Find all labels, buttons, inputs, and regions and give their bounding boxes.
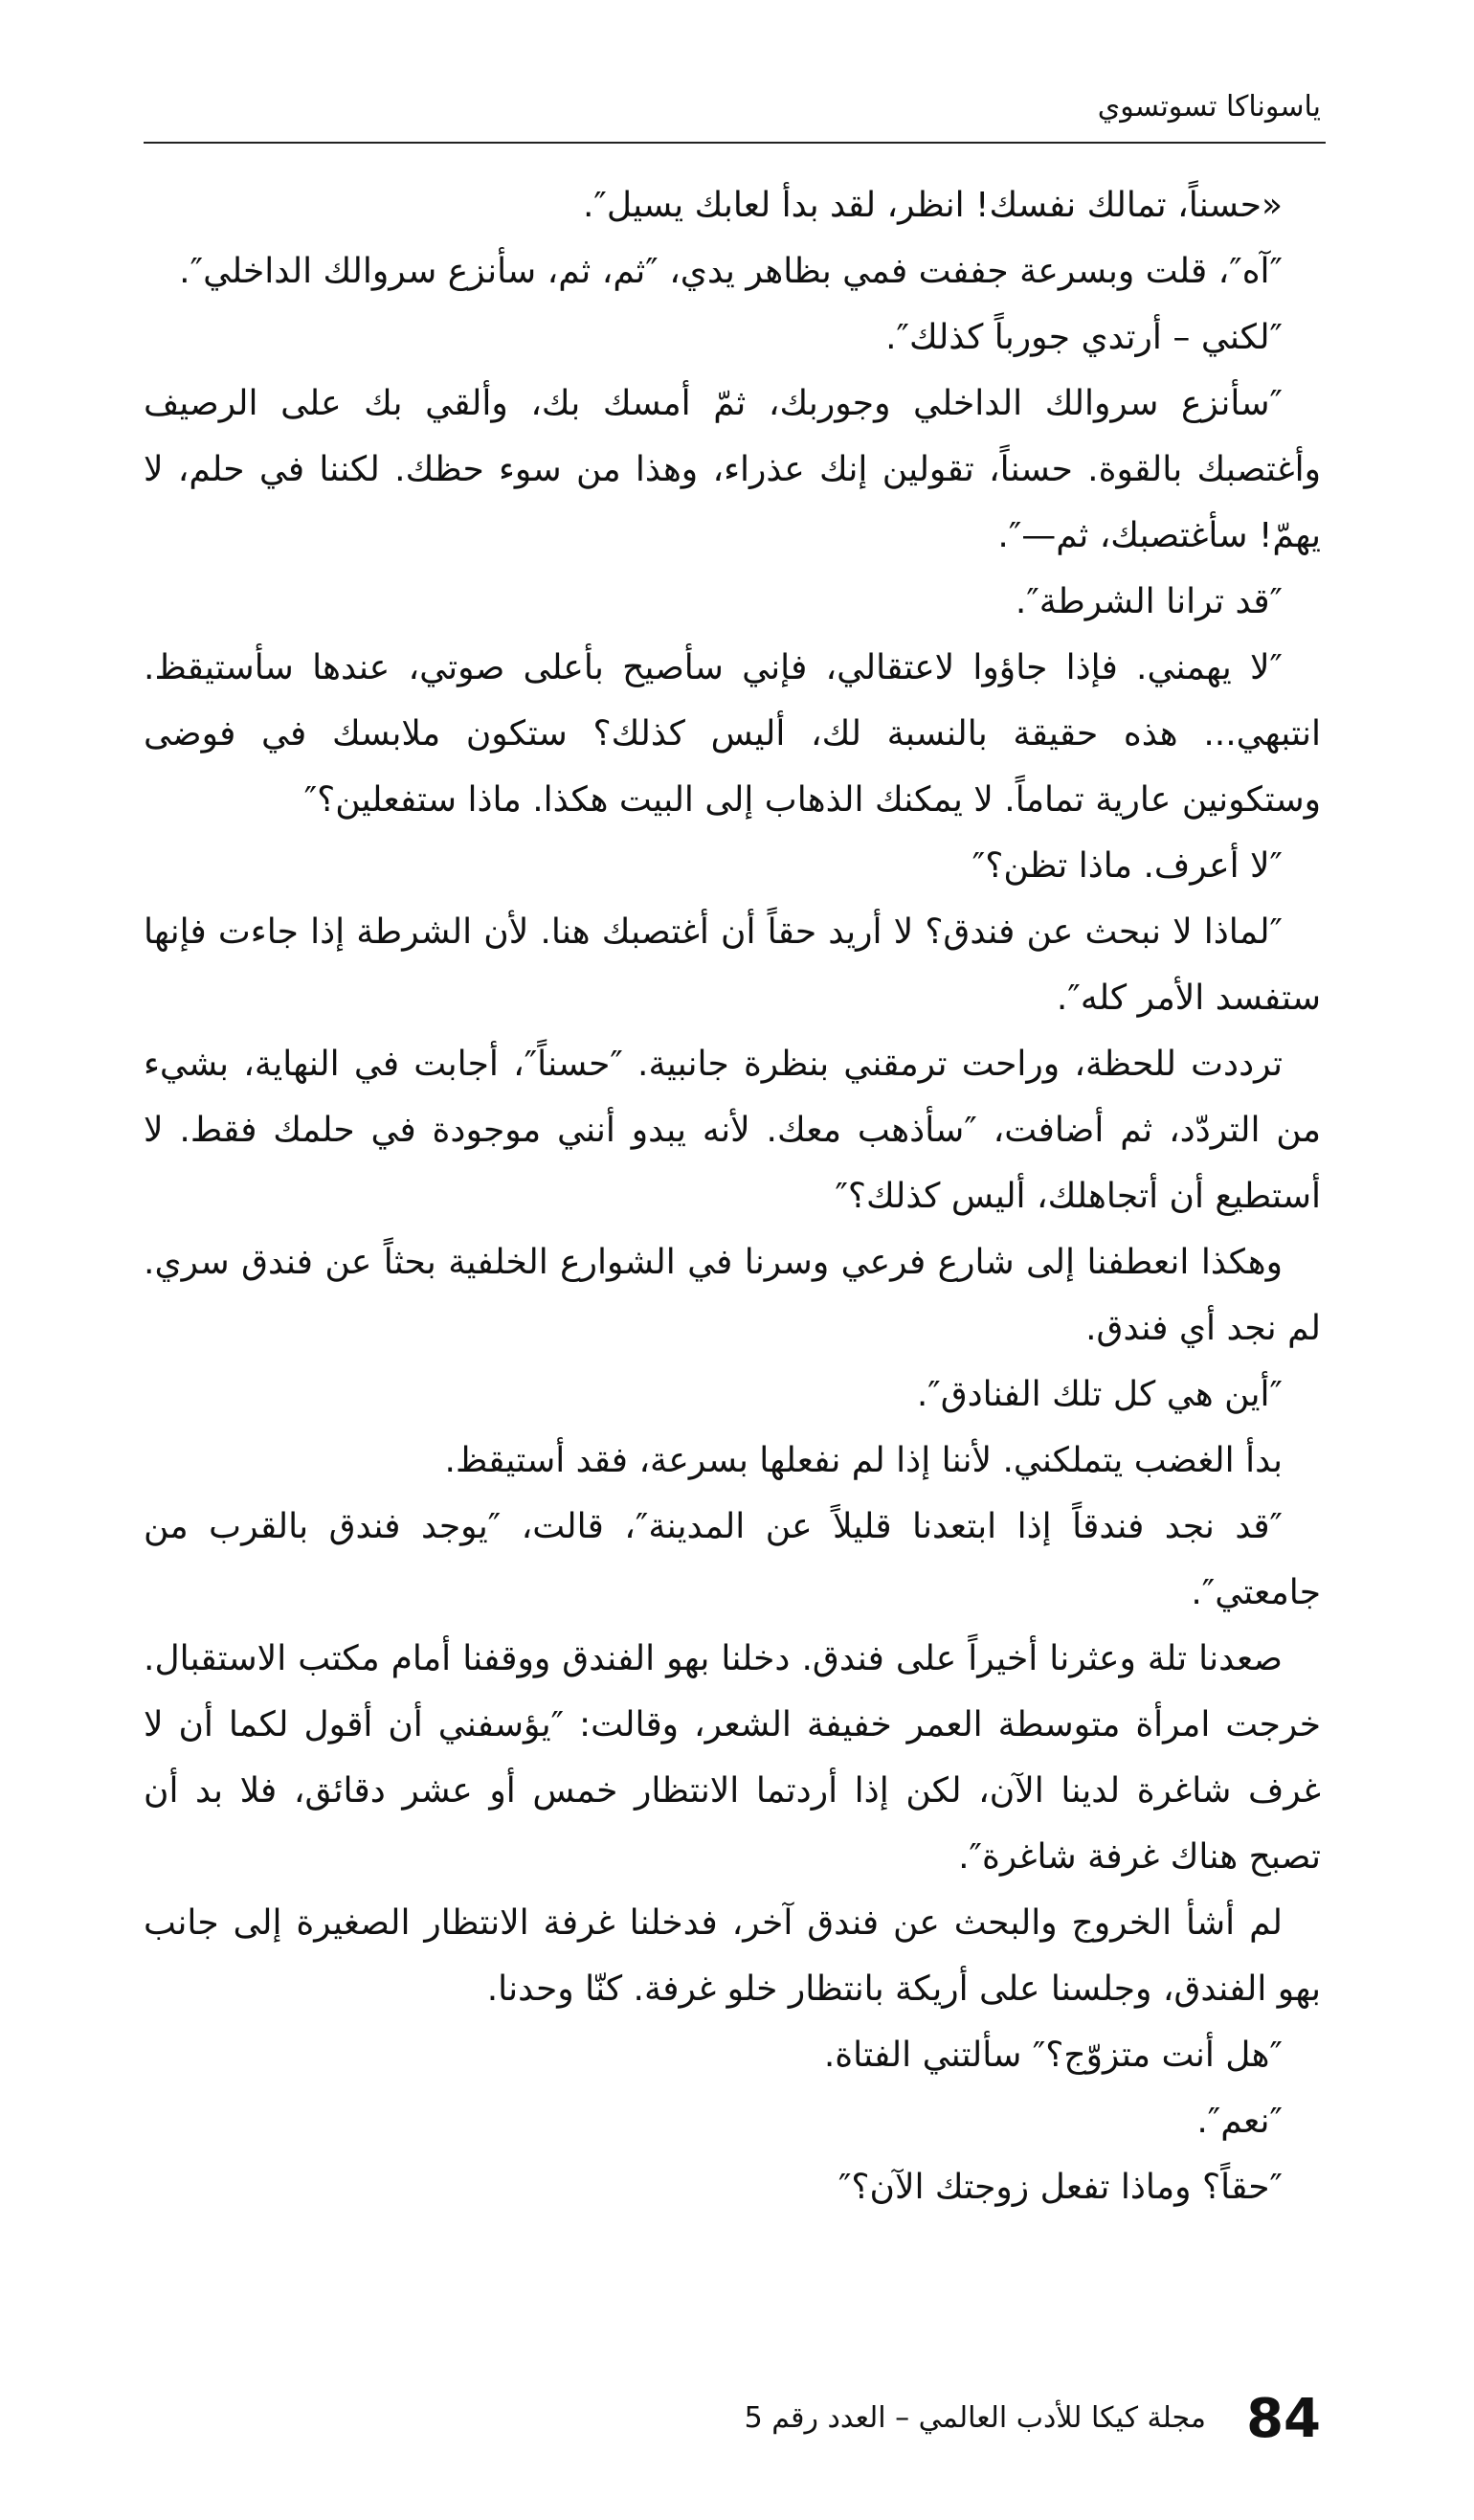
paragraph: ترددت للحظة، وراحت ترمقني بنظرة جانبية. ″حسناً″، أجابت في النهاية، بشيء من التردّد، ثم أضافت، ″سأذهب معك. لأنه يبدو أنني موجودة في حلمك فقط. لا أستطيع أن أتجاهلك، أليس كذلك؟″ bbox=[144, 1045, 1321, 1216]
paragraph: ″أين هي كل تلك الفنادق″. bbox=[916, 1375, 1283, 1414]
paragraph: ″لماذا لا نبحث عن فندق؟ لا أريد حقاً أن أغتصبك هنا. لأن الشرطة إذا جاءت فإنها ستفسد الأمر كله″. bbox=[144, 912, 1321, 1018]
paragraph: بدأ الغضب يتملكني. لأننا إذا لم نفعلها بسرعة، فقد أستيقظ. bbox=[444, 1441, 1283, 1480]
paragraph: «حسناً، تمالك نفسك! انظر، لقد بدأ لعابك يسيل″. bbox=[582, 186, 1283, 225]
paragraph: ″آه″، قلت وبسرعة جففت فمي بظاهر يدي، ″ثم، ثم، سأنزع سروالك الداخلي″. bbox=[179, 252, 1283, 291]
paragraph: صعدنا تلة وعثرنا أخيراً على فندق. دخلنا بهو الفندق ووقفنا أمام مكتب الاستقبال. خرجت امرأة متوسطة العمر خفيفة الشعر، وقالت: ″يؤسفني أن أقول لكما أن لا غرف شاغرة لدينا الآن، لكن إذا أردتما الانتظار خمس أو عشر دقائق، فلا بد أن تصبح هناك غرفة شاغرة″. bbox=[144, 1639, 1321, 1877]
journal-title: مجلة كيكا للأدب العالمي – العدد رقم 5 bbox=[744, 2401, 1206, 2435]
paragraph: ″قد نجد فندقاً إذا ابتعدنا قليلاً عن المدينة″، قالت، ″يوجد فندق بالقرب من جامعتي″. bbox=[144, 1507, 1321, 1612]
paragraph: ″لكني – أرتدي جورباً كذلك″. bbox=[885, 318, 1283, 357]
body-text bbox=[144, 172, 1321, 2220]
paragraph: ″نعم″. bbox=[1196, 2102, 1283, 2141]
page-number: 84 bbox=[1246, 2388, 1321, 2450]
paragraph: وهكذا انعطفنا إلى شارع فرعي وسرنا في الشوارع الخلفية بحثاً عن فندق سري. لم نجد أي فندق. bbox=[144, 1243, 1321, 1348]
paragraph: ″لا يهمني. فإذا جاؤوا لاعتقالي، فإني سأصيح بأعلى صوتي، عندها سأستيقظ. انتبهي... هذه حقيقة بالنسبة لك، أليس كذلك؟ ستكون ملابسك في فوضى وستكونين عارية تماماً. لا يمكنك الذهاب إلى البيت هكذا. ماذا ستفعلين؟″ bbox=[144, 648, 1321, 820]
paragraph: ″قد ترانا الشرطة″. bbox=[1015, 582, 1283, 621]
paragraph: ″حقاً؟ وماذا تفعل زوجتك الآن؟″ bbox=[838, 2168, 1283, 2207]
page-footer bbox=[144, 2386, 1321, 2453]
header-divider bbox=[144, 142, 1326, 144]
running-header: ياسوناكا تسوتسوي bbox=[1097, 90, 1321, 124]
paragraph: لم أشأ الخروج والبحث عن فندق آخر، فدخلنا غرفة الانتظار الصغيرة إلى جانب بهو الفندق، وجلسنا على أريكة بانتظار خلو غرفة. كنّا وحدنا. bbox=[144, 1903, 1321, 2009]
paragraph: ″هل أنت متزوّج؟″ سألتني الفتاة. bbox=[823, 2036, 1283, 2075]
paragraph: ″لا أعرف. ماذا تظن؟″ bbox=[972, 846, 1283, 886]
paragraph: ″سأنزع سروالك الداخلي وجوربك، ثمّ أمسك بك، وألقي بك على الرصيف وأغتصبك بالقوة. حسناً، تقولين إنك عذراء، وهذا من سوء حظك. لكننا في حلم، لا يهمّ! سأغتصبك، ثم—″. bbox=[144, 384, 1321, 555]
